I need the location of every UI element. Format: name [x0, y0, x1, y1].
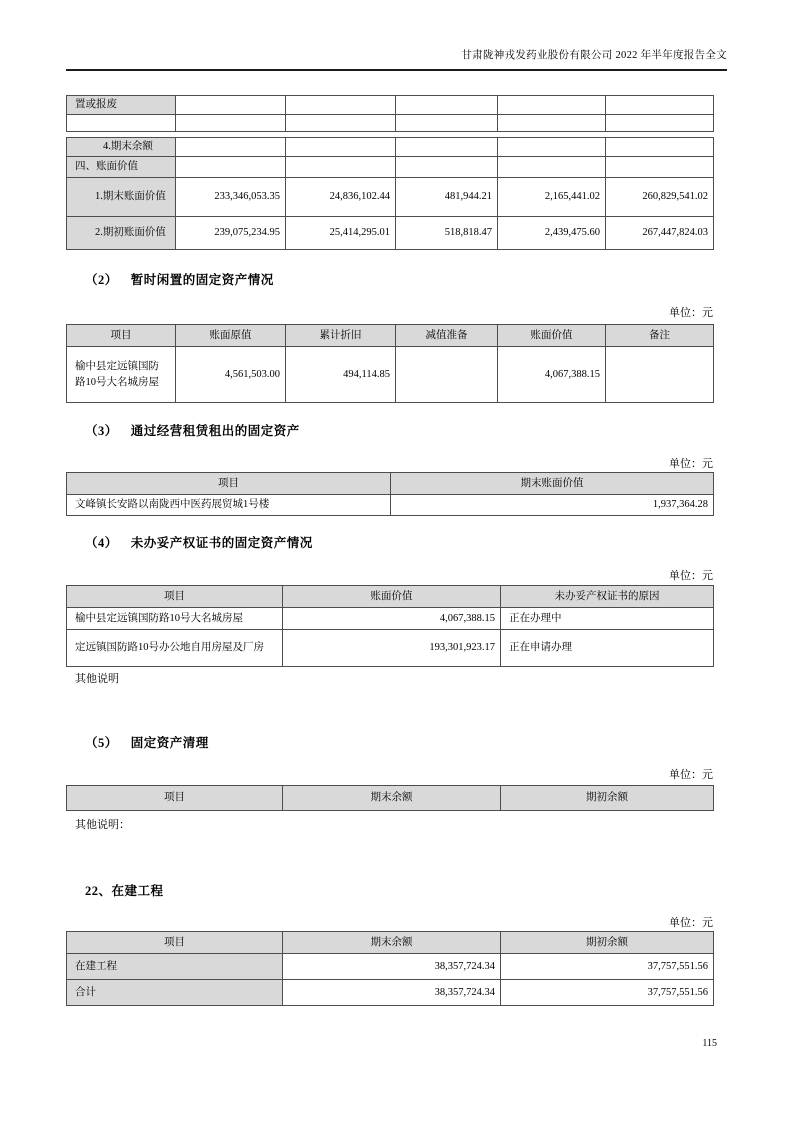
table-row	[67, 347, 714, 403]
item-cell: 定远镇国防路10号办公地自用房屋及厂房	[67, 630, 283, 667]
fixed-assets-carryover-table-part1	[66, 95, 714, 132]
fixed-assets-carryover-table-part2	[66, 137, 714, 250]
column-header: 备注	[606, 325, 714, 347]
value-cell	[396, 96, 498, 115]
value-cell: 233,346,053.35	[176, 178, 286, 217]
section-3-title: 通过经营租赁租出的固定资产	[130, 424, 300, 438]
row-label-cell: 置或报废	[67, 96, 176, 115]
column-header: 期初余额	[501, 786, 714, 811]
report-header-title: 甘肃陇神戎发药业股份有限公司 2022 年半年度报告全文	[461, 50, 727, 61]
value-cell: 2,439,475.60	[498, 217, 606, 250]
table-row	[67, 178, 714, 217]
reason-cell: 正在办理中	[501, 608, 714, 630]
table-header-row	[67, 932, 714, 954]
table-row	[67, 217, 714, 250]
section-2-title: 暂时闲置的固定资产情况	[130, 273, 274, 287]
column-header: 项目	[67, 786, 283, 811]
column-header: 项目	[67, 586, 283, 608]
value-cell: 494,114.85	[286, 347, 396, 403]
table-row	[67, 96, 714, 115]
column-header: 项目	[67, 325, 176, 347]
value-cell	[606, 157, 714, 178]
value-cell	[396, 115, 498, 132]
value-cell	[176, 138, 286, 157]
value-cell	[606, 96, 714, 115]
idle-fixed-assets-table	[66, 324, 714, 403]
table-row	[67, 157, 714, 178]
value-cell: 2,165,441.02	[498, 178, 606, 217]
column-header: 账面价值	[498, 325, 606, 347]
value-cell	[498, 96, 606, 115]
value-cell	[606, 347, 714, 403]
item-cell: 文峰镇长安路以南陇西中医药展贸城1号楼	[67, 495, 391, 516]
value-cell: 267,447,824.03	[606, 217, 714, 250]
section-4-heading	[66, 533, 313, 551]
table-header-row	[67, 586, 714, 608]
value-cell: 1,937,364.28	[391, 495, 714, 516]
value-cell: 193,301,923.17	[283, 630, 501, 667]
section-5-other-note: 其他说明：	[75, 819, 130, 831]
row-label-cell: 1.期末账面价值	[67, 178, 176, 217]
section-2-heading	[66, 270, 274, 288]
table-row	[67, 980, 714, 1006]
table-row	[67, 608, 714, 630]
construction-in-progress-table	[66, 931, 714, 1006]
fixed-assets-disposal-table	[66, 785, 714, 811]
section-22-unit-label: 单位：元	[669, 917, 713, 929]
column-header: 账面价值	[283, 586, 501, 608]
item-cell: 合计	[67, 980, 283, 1006]
value-cell	[606, 138, 714, 157]
value-cell	[396, 157, 498, 178]
section-22-number: 22、	[85, 884, 112, 898]
value-cell	[286, 96, 396, 115]
table-header-row	[67, 786, 714, 811]
section-2-unit-label: 单位：元	[669, 307, 713, 319]
column-header: 期末余额	[283, 932, 501, 954]
section-5-number: （5）	[85, 736, 118, 750]
value-cell: 24,836,102.44	[286, 178, 396, 217]
column-header: 项目	[67, 473, 391, 495]
column-header: 期末余额	[283, 786, 501, 811]
no-title-certificate-assets-table	[66, 585, 714, 667]
section-4-number: （4）	[85, 536, 118, 550]
section-22-heading	[66, 881, 164, 899]
section-3-heading	[66, 421, 300, 439]
section-4-title: 未办妥产权证书的固定资产情况	[130, 536, 313, 550]
value-cell: 239,075,234.95	[176, 217, 286, 250]
section-5-heading	[66, 733, 209, 751]
value-cell: 37,757,551.56	[501, 954, 714, 980]
item-cell: 在建工程	[67, 954, 283, 980]
value-cell: 518,818.47	[396, 217, 498, 250]
section-4-other-note: 其他说明	[75, 673, 119, 685]
column-header: 累计折旧	[286, 325, 396, 347]
value-cell	[498, 138, 606, 157]
section-5-unit-label: 单位：元	[669, 769, 713, 781]
section-5-title: 固定资产清理	[130, 736, 209, 750]
section-22-title: 在建工程	[111, 884, 164, 898]
item-cell: 榆中县定远镇国防路10号大名城房屋	[67, 608, 283, 630]
value-cell	[396, 347, 498, 403]
value-cell: 4,067,388.15	[498, 347, 606, 403]
value-cell	[176, 157, 286, 178]
item-cell: 榆中县定远镇国防路10号大名城房屋	[67, 347, 176, 403]
value-cell: 38,357,724.34	[283, 980, 501, 1006]
table-row	[67, 138, 714, 157]
table-row	[67, 954, 714, 980]
value-cell	[176, 115, 286, 132]
column-header: 期初余额	[501, 932, 714, 954]
reason-cell: 正在申请办理	[501, 630, 714, 667]
report-header	[66, 47, 727, 71]
leased-out-fixed-assets-table	[66, 472, 714, 516]
section-3-number: （3）	[85, 424, 118, 438]
value-cell: 38,357,724.34	[283, 954, 501, 980]
value-cell	[286, 157, 396, 178]
value-cell: 4,561,503.00	[176, 347, 286, 403]
section-4-unit-label: 单位：元	[669, 570, 713, 582]
section-2-number: （2）	[85, 273, 118, 287]
value-cell: 260,829,541.02	[606, 178, 714, 217]
table-row	[67, 115, 714, 132]
table-header-row	[67, 473, 714, 495]
value-cell: 37,757,551.56	[501, 980, 714, 1006]
column-header: 项目	[67, 932, 283, 954]
value-cell	[498, 115, 606, 132]
column-header: 未办妥产权证书的原因	[501, 586, 714, 608]
row-label-cell: 2.期初账面价值	[67, 217, 176, 250]
value-cell: 481,944.21	[396, 178, 498, 217]
column-header: 账面原值	[176, 325, 286, 347]
page-number: 115	[702, 1038, 717, 1049]
value-cell: 4,067,388.15	[283, 608, 501, 630]
row-label-cell: 4.期末余额	[67, 138, 176, 157]
section-3-unit-label: 单位：元	[669, 458, 713, 470]
value-cell	[396, 138, 498, 157]
value-cell: 25,414,295.01	[286, 217, 396, 250]
table-row	[67, 495, 714, 516]
value-cell	[176, 96, 286, 115]
value-cell	[606, 115, 714, 132]
value-cell	[498, 157, 606, 178]
value-cell	[286, 115, 396, 132]
column-header: 期末账面价值	[391, 473, 714, 495]
row-label-cell: 四、账面价值	[67, 157, 176, 178]
column-header: 减值准备	[396, 325, 498, 347]
row-label-cell	[67, 115, 176, 132]
table-row	[67, 630, 714, 667]
table-header-row	[67, 325, 714, 347]
value-cell	[286, 138, 396, 157]
